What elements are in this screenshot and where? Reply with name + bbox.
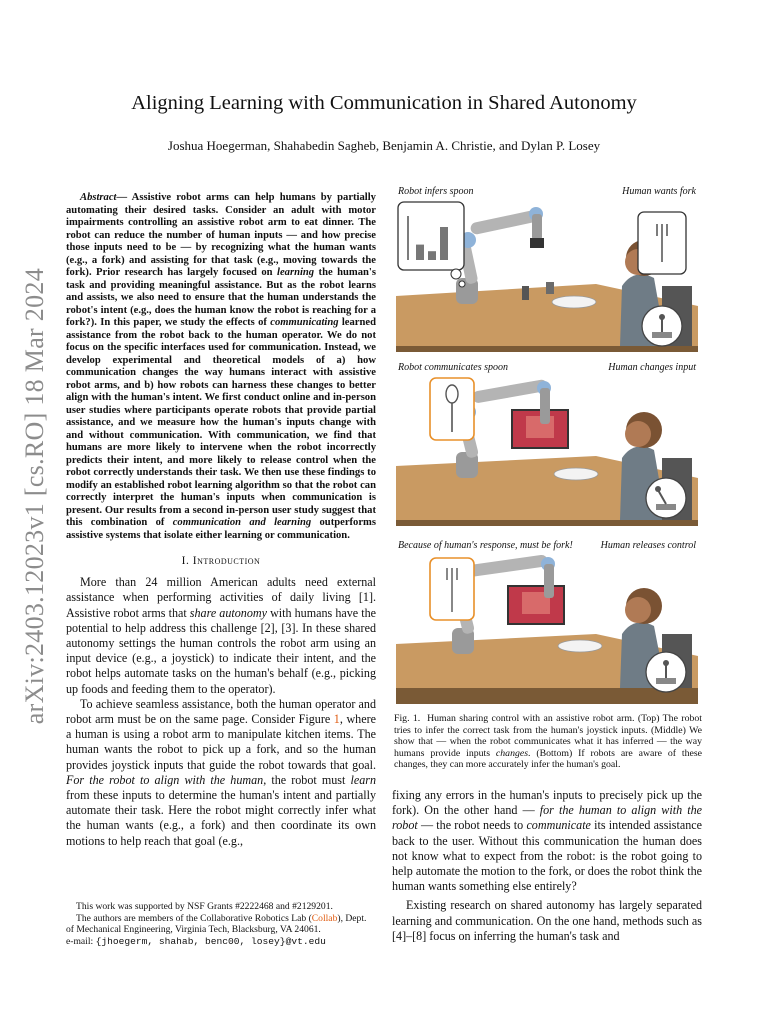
abstract-text-2: the human's task and providing meaningful assistance. But as the robot learns and assists, we also need to ensure that the human understands the robot's intent (e.g., does the human know the robot is reaching for a fork?). In this paper, we study the effects of: [66, 267, 376, 328]
footnote-email-label: e-mail:: [66, 935, 96, 947]
abstract-text-3: learned assistance from the robot back to the human operator. We do not focus on the specific interfaces used for communication. Instead, we develop experimental and theoretical models of a) how communication changes the way humans interact with assistive robot arms, and b) how robots can harness these changes to better align with the human's intent. We first conduct online and in-person user studies where participants operate robots that provide partial assistance, and we measure how the human's inputs change with and without communication. With communication, we find that humans are more likely to intervene when the robot incorrectly predicts their intent, and more likely to release control when the robot correctly understands their task. We then use these findings to modify an established robot learning algorithm so that the robot can correctly interpret the human's inputs when communication is present. Our results from a second in-person user study suggest that this combination of: [66, 317, 376, 528]
intro-p2-text-d: from these inputs to determine the human's intent and partially automate their task. Here the robot might correctly infer what the human wants (e.g., a fork) and then coordinate its own motions to help reach that goal (e.g.,: [66, 788, 376, 848]
intro-p1-emphasis: share autonomy: [189, 605, 267, 620]
intro-p2-emphasis-align: For the robot to align with the human: [66, 772, 264, 787]
caption-text-a: Human sharing control with an assistive robot arm. (Top) The robot tries to infer the correct task from the human's joystick inputs. (Middle) We show that — when the robot communicates what it has inferred — the way humans provide inputs: [394, 713, 702, 759]
panel-middle-left-label: Robot communicates spoon: [398, 362, 508, 373]
inference-bar-0: [416, 245, 424, 260]
abstract-dash: —: [116, 192, 132, 203]
section-heading-introduction: [66, 554, 376, 569]
panel-middle-right-label: Human changes input: [608, 362, 696, 373]
inference-bar-1: [428, 251, 436, 260]
intro-paragraph-1: [66, 575, 376, 697]
paper-authors: Joshua Hoegerman, Shahabedin Sagheb, Benjamin A. Christie, and Dylan P. Losey: [167, 138, 601, 153]
abstract-emphasis-combination: communication and learning: [172, 517, 312, 528]
right-p1-emphasis-align: for the human to align with the robot: [392, 803, 702, 833]
right-p1-emphasis-communicate: communicate: [526, 818, 591, 833]
panel-illustration: [396, 538, 698, 704]
figure-panel-middle: [396, 360, 698, 526]
paper-title: Aligning Learning with Communication in Shared Autonomy: [131, 92, 637, 114]
intro-p2-text-b: , where a human is using a robot arm to manipulate kitchen items. The human wants the robot to pick up a fork, and so the human provides joystick inputs that guide the robot towards that goal.: [66, 712, 376, 772]
abstract-emphasis-communicating: communicating: [270, 317, 339, 328]
inference-bar-2: [440, 227, 448, 260]
caption-lead: Fig. 1.: [394, 713, 421, 724]
abstract-lead: Abstract: [80, 192, 117, 203]
intro-p1-text-b: with humans have the potential to help address this challenge [2], [3]. In these shared autonomy settings the human controls the robot arm using an input device (e.g., a joystick) to indicate their intent, and the robot helps automate tasks on the human's behalf (e.g., picking up foods and feeding them to the operator).: [66, 605, 376, 696]
panel-illustration: [396, 186, 698, 352]
panel-illustration: [396, 360, 698, 526]
figure-caption: [394, 713, 702, 771]
right-paragraph-1: [392, 788, 702, 894]
abstract-text-1: Assistive robot arms can help humans by partially automating their desired tasks. Consider an adult with motor impairments controlling an assistive robot arm to eat dinner. The robot can reduce the number of human inputs — and how precise those inputs need to be — by recognizing what the human wants (e.g., a fork) and assisting for that task (e.g., moving towards the fork). Prior research has largely focused on: [66, 192, 376, 278]
section-numeral: I.: [181, 555, 193, 567]
figure-1: [392, 180, 702, 700]
figure-panel-bottom: [396, 538, 698, 704]
caption-emphasis: changes: [495, 747, 529, 759]
intro-paragraph-2: [66, 697, 376, 849]
panel-bottom-left-label: Because of human's response, must be fork!: [398, 540, 573, 551]
panel-bottom-right-label: Human releases control: [600, 540, 696, 551]
intro-p2-text-c: , the robot must: [263, 772, 351, 787]
right-p1-text-c: its intended assistance back to the user. Without this communication the human does not know what to expect from the robot: is the robot going to help automate the motion to the fork, or does the robot think the human wants something else entirely?: [392, 818, 703, 894]
right-p1-text-a: fixing any errors in the human's inputs to precisely pick up the fork). On the other hand —: [392, 788, 702, 818]
collab-link[interactable]: Collab: [311, 912, 338, 924]
panel-top-right-label: Human wants fork: [622, 186, 696, 197]
footnote-email-address[interactable]: {jhoegerm, shahab, benc00, losey}@vt.edu: [95, 935, 326, 947]
right-p1-text-b: — the robot needs to: [417, 818, 527, 833]
footnote-affiliation-text-b: ), Dept. of Mechanical Engineering, Virginia Tech, Blacksburg, VA 24061.: [66, 912, 367, 936]
caption-text-b: . (Bottom) If robots are aware of these changes, they can more accurately infer the human's goal.: [394, 747, 703, 771]
intro-p2-emphasis-learn: learn: [350, 772, 376, 787]
abstract: [66, 192, 376, 542]
left-column: [66, 192, 376, 849]
footnote-affiliation-text-a: The authors are members of the Collaborative Robotics Lab (: [76, 912, 312, 924]
footnote-funding: This work was supported by NSF Grants #2222468 and #2129201.: [76, 901, 333, 912]
arxiv-identifier: arXiv:2403.12023v1 [cs.RO] 18 Mar 2024: [20, 268, 49, 725]
intro-p1-text-a: More than 24 million American adults need external assistance when performing activities of daily living [1]. Assistive robot arms that: [66, 575, 376, 620]
figure-panel-top: [396, 186, 698, 352]
intro-p2-text-a: To achieve seamless assistance, both the human operator and robot arm must be on the same page. Consider Figure: [66, 696, 376, 727]
abstract-emphasis-learning: learning: [277, 267, 315, 278]
section-title: Introduction: [192, 555, 261, 567]
right-paragraph-2: Existing research on shared autonomy has largely separated learning and communication. On the one hand, methods such as [4]–[8] focus on inferring the human's task and: [392, 898, 702, 943]
abstract-text-4: outperforms assistive systems that isolate either learning or communication.: [66, 517, 376, 541]
footnote-affiliation: [66, 913, 376, 936]
figure-reference-link[interactable]: 1: [333, 712, 340, 727]
footnote-email: [66, 936, 376, 948]
right-column: [392, 788, 702, 944]
footnote: [66, 901, 376, 947]
panel-top-left-label: Robot infers spoon: [398, 186, 474, 197]
